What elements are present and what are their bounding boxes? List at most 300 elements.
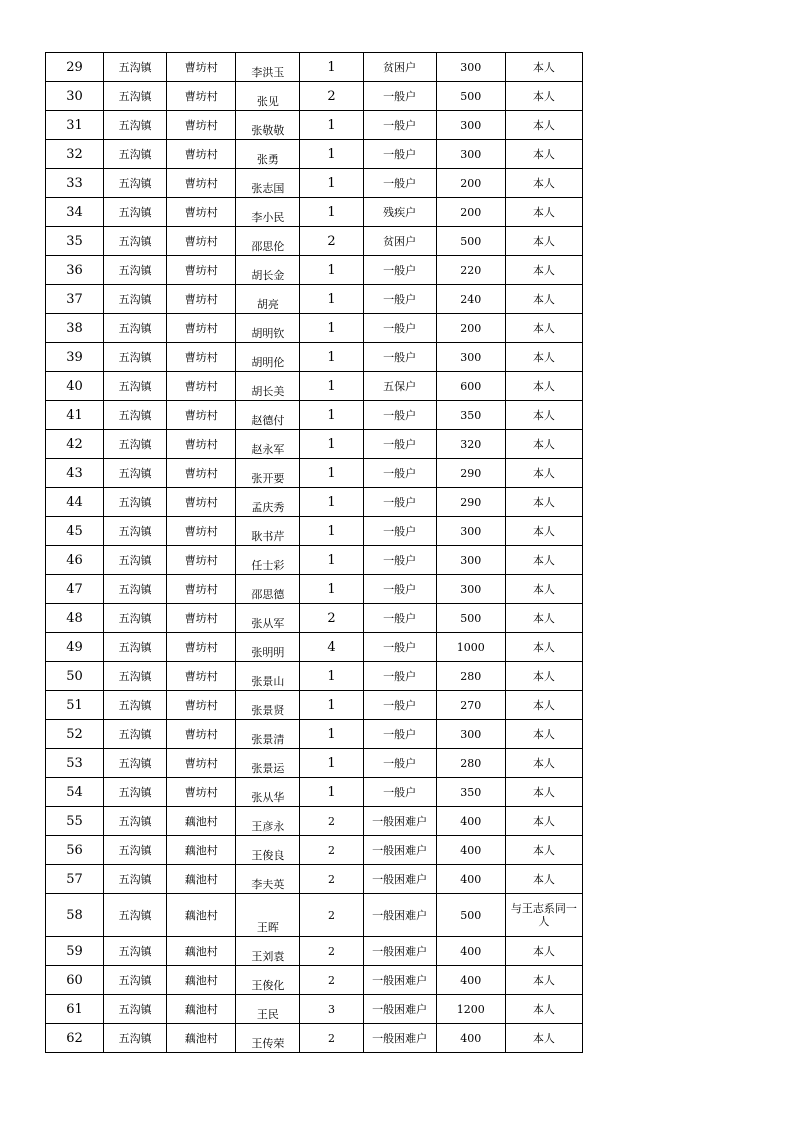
village-cell: 曹坊村 — [167, 720, 236, 749]
name-cell: 耿书芹 — [236, 517, 300, 546]
row-number: 45 — [46, 517, 104, 546]
town-cell: 五沟镇 — [104, 517, 167, 546]
name-cell: 王俊良 — [236, 836, 300, 865]
table-row — [46, 807, 583, 836]
row-number: 34 — [46, 198, 104, 227]
row-number: 33 — [46, 169, 104, 198]
note-cell: 本人 — [505, 995, 582, 1024]
table-row — [46, 937, 583, 966]
name-cell: 邵思德 — [236, 575, 300, 604]
category-cell: 一般户 — [363, 749, 436, 778]
household-count-cell: 2 — [300, 1024, 363, 1053]
category-cell: 一般困难户 — [363, 894, 436, 937]
amount-cell: 290 — [436, 459, 505, 488]
amount-cell: 350 — [436, 778, 505, 807]
category-cell: 一般户 — [363, 140, 436, 169]
household-count-cell: 2 — [300, 227, 363, 256]
household-count-cell: 1 — [300, 662, 363, 691]
town-cell: 五沟镇 — [104, 82, 167, 111]
village-cell: 曹坊村 — [167, 488, 236, 517]
amount-cell: 270 — [436, 691, 505, 720]
category-cell: 一般户 — [363, 633, 436, 662]
town-cell: 五沟镇 — [104, 966, 167, 995]
town-cell: 五沟镇 — [104, 256, 167, 285]
row-number: 40 — [46, 372, 104, 401]
category-cell: 一般户 — [363, 720, 436, 749]
table-row — [46, 430, 583, 459]
row-number: 49 — [46, 633, 104, 662]
row-number: 44 — [46, 488, 104, 517]
row-number: 29 — [46, 53, 104, 82]
name-cell: 胡长美 — [236, 372, 300, 401]
name-cell: 王传荣 — [236, 1024, 300, 1053]
village-cell: 曹坊村 — [167, 604, 236, 633]
town-cell: 五沟镇 — [104, 894, 167, 937]
table-row — [46, 575, 583, 604]
row-number: 50 — [46, 662, 104, 691]
note-cell: 本人 — [505, 430, 582, 459]
note-cell: 本人 — [505, 807, 582, 836]
amount-cell: 200 — [436, 169, 505, 198]
category-cell: 一般户 — [363, 662, 436, 691]
village-cell: 曹坊村 — [167, 314, 236, 343]
name-cell: 张敬敬 — [236, 111, 300, 140]
name-cell: 张勇 — [236, 140, 300, 169]
name-cell: 王彦永 — [236, 807, 300, 836]
name-cell: 孟庆秀 — [236, 488, 300, 517]
table-row — [46, 256, 583, 285]
row-number: 51 — [46, 691, 104, 720]
table-row — [46, 343, 583, 372]
household-count-cell: 3 — [300, 995, 363, 1024]
note-cell: 本人 — [505, 227, 582, 256]
category-cell: 一般户 — [363, 343, 436, 372]
category-cell: 一般户 — [363, 430, 436, 459]
village-cell: 藕池村 — [167, 995, 236, 1024]
village-cell: 藕池村 — [167, 937, 236, 966]
note-cell: 与王志系同一人 — [505, 894, 582, 937]
town-cell: 五沟镇 — [104, 865, 167, 894]
category-cell: 贫困户 — [363, 227, 436, 256]
category-cell: 一般困难户 — [363, 836, 436, 865]
category-cell: 一般户 — [363, 546, 436, 575]
village-cell: 曹坊村 — [167, 198, 236, 227]
note-cell: 本人 — [505, 372, 582, 401]
household-count-cell: 1 — [300, 488, 363, 517]
name-cell: 王刘袁 — [236, 937, 300, 966]
amount-cell: 300 — [436, 546, 505, 575]
town-cell: 五沟镇 — [104, 937, 167, 966]
category-cell: 一般户 — [363, 285, 436, 314]
household-count-cell: 2 — [300, 836, 363, 865]
household-count-cell: 1 — [300, 575, 363, 604]
town-cell: 五沟镇 — [104, 720, 167, 749]
table-row — [46, 778, 583, 807]
name-cell: 张志国 — [236, 169, 300, 198]
note-cell: 本人 — [505, 749, 582, 778]
row-number: 36 — [46, 256, 104, 285]
household-count-cell: 1 — [300, 285, 363, 314]
name-cell: 张开要 — [236, 459, 300, 488]
table-row — [46, 488, 583, 517]
town-cell: 五沟镇 — [104, 575, 167, 604]
table-row — [46, 372, 583, 401]
town-cell: 五沟镇 — [104, 691, 167, 720]
amount-cell: 300 — [436, 343, 505, 372]
household-count-cell: 1 — [300, 517, 363, 546]
note-cell: 本人 — [505, 459, 582, 488]
table-row — [46, 836, 583, 865]
town-cell: 五沟镇 — [104, 995, 167, 1024]
table-row — [46, 227, 583, 256]
name-cell: 李洪玉 — [236, 53, 300, 82]
town-cell: 五沟镇 — [104, 227, 167, 256]
table-row — [46, 459, 583, 488]
amount-cell: 320 — [436, 430, 505, 459]
household-count-cell: 1 — [300, 169, 363, 198]
amount-cell: 1000 — [436, 633, 505, 662]
table-row — [46, 1024, 583, 1053]
name-cell: 张从军 — [236, 604, 300, 633]
note-cell: 本人 — [505, 53, 582, 82]
note-cell: 本人 — [505, 720, 582, 749]
category-cell: 一般户 — [363, 517, 436, 546]
household-subsidy-table — [45, 52, 583, 1053]
row-number: 47 — [46, 575, 104, 604]
note-cell: 本人 — [505, 314, 582, 343]
row-number: 32 — [46, 140, 104, 169]
name-cell: 胡明伦 — [236, 343, 300, 372]
name-cell: 张从华 — [236, 778, 300, 807]
category-cell: 一般困难户 — [363, 966, 436, 995]
amount-cell: 400 — [436, 966, 505, 995]
table-row — [46, 285, 583, 314]
name-cell: 邵思伦 — [236, 227, 300, 256]
household-count-cell: 2 — [300, 937, 363, 966]
village-cell: 藕池村 — [167, 1024, 236, 1053]
village-cell: 曹坊村 — [167, 430, 236, 459]
row-number: 31 — [46, 111, 104, 140]
amount-cell: 1200 — [436, 995, 505, 1024]
town-cell: 五沟镇 — [104, 807, 167, 836]
row-number: 53 — [46, 749, 104, 778]
household-count-cell: 1 — [300, 546, 363, 575]
category-cell: 一般户 — [363, 778, 436, 807]
table-row — [46, 865, 583, 894]
village-cell: 曹坊村 — [167, 401, 236, 430]
name-cell: 张明明 — [236, 633, 300, 662]
village-cell: 曹坊村 — [167, 546, 236, 575]
category-cell: 一般户 — [363, 82, 436, 111]
town-cell: 五沟镇 — [104, 343, 167, 372]
name-cell: 胡长金 — [236, 256, 300, 285]
category-cell: 一般户 — [363, 691, 436, 720]
row-number: 48 — [46, 604, 104, 633]
table-row — [46, 662, 583, 691]
household-count-cell: 1 — [300, 691, 363, 720]
town-cell: 五沟镇 — [104, 111, 167, 140]
note-cell: 本人 — [505, 140, 582, 169]
village-cell: 藕池村 — [167, 836, 236, 865]
note-cell: 本人 — [505, 285, 582, 314]
category-cell: 贫困户 — [363, 53, 436, 82]
row-number: 38 — [46, 314, 104, 343]
town-cell: 五沟镇 — [104, 401, 167, 430]
row-number: 30 — [46, 82, 104, 111]
name-cell: 王晖 — [236, 894, 300, 937]
category-cell: 残疾户 — [363, 198, 436, 227]
village-cell: 曹坊村 — [167, 82, 236, 111]
town-cell: 五沟镇 — [104, 633, 167, 662]
table-row — [46, 517, 583, 546]
amount-cell: 300 — [436, 575, 505, 604]
village-cell: 曹坊村 — [167, 343, 236, 372]
amount-cell: 240 — [436, 285, 505, 314]
row-number: 55 — [46, 807, 104, 836]
row-number: 43 — [46, 459, 104, 488]
row-number: 60 — [46, 966, 104, 995]
note-cell: 本人 — [505, 662, 582, 691]
amount-cell: 280 — [436, 662, 505, 691]
amount-cell: 400 — [436, 1024, 505, 1053]
note-cell: 本人 — [505, 343, 582, 372]
category-cell: 一般户 — [363, 256, 436, 285]
amount-cell: 300 — [436, 53, 505, 82]
village-cell: 曹坊村 — [167, 111, 236, 140]
category-cell: 一般户 — [363, 575, 436, 604]
row-number: 59 — [46, 937, 104, 966]
table-row — [46, 966, 583, 995]
note-cell: 本人 — [505, 546, 582, 575]
household-count-cell: 1 — [300, 343, 363, 372]
category-cell: 一般户 — [363, 488, 436, 517]
village-cell: 曹坊村 — [167, 575, 236, 604]
category-cell: 一般困难户 — [363, 937, 436, 966]
table-row — [46, 894, 583, 937]
village-cell: 藕池村 — [167, 865, 236, 894]
row-number: 35 — [46, 227, 104, 256]
town-cell: 五沟镇 — [104, 778, 167, 807]
household-count-cell: 2 — [300, 604, 363, 633]
town-cell: 五沟镇 — [104, 749, 167, 778]
table-row — [46, 314, 583, 343]
category-cell: 一般困难户 — [363, 1024, 436, 1053]
name-cell: 张见 — [236, 82, 300, 111]
amount-cell: 280 — [436, 749, 505, 778]
household-count-cell: 2 — [300, 82, 363, 111]
row-number: 41 — [46, 401, 104, 430]
name-cell: 张景清 — [236, 720, 300, 749]
town-cell: 五沟镇 — [104, 836, 167, 865]
household-count-cell: 2 — [300, 865, 363, 894]
household-count-cell: 1 — [300, 372, 363, 401]
household-count-cell: 1 — [300, 198, 363, 227]
village-cell: 曹坊村 — [167, 285, 236, 314]
table-row — [46, 169, 583, 198]
town-cell: 五沟镇 — [104, 488, 167, 517]
category-cell: 一般户 — [363, 401, 436, 430]
row-number: 39 — [46, 343, 104, 372]
amount-cell: 350 — [436, 401, 505, 430]
household-count-cell: 1 — [300, 314, 363, 343]
category-cell: 一般户 — [363, 604, 436, 633]
amount-cell: 200 — [436, 314, 505, 343]
table-row — [46, 401, 583, 430]
row-number: 46 — [46, 546, 104, 575]
town-cell: 五沟镇 — [104, 198, 167, 227]
town-cell: 五沟镇 — [104, 604, 167, 633]
town-cell: 五沟镇 — [104, 372, 167, 401]
household-count-cell: 1 — [300, 430, 363, 459]
amount-cell: 300 — [436, 111, 505, 140]
row-number: 58 — [46, 894, 104, 937]
note-cell: 本人 — [505, 198, 582, 227]
village-cell: 藕池村 — [167, 966, 236, 995]
household-count-cell: 1 — [300, 778, 363, 807]
name-cell: 王俊化 — [236, 966, 300, 995]
table-row — [46, 53, 583, 82]
household-count-cell: 1 — [300, 401, 363, 430]
town-cell: 五沟镇 — [104, 459, 167, 488]
table-row — [46, 140, 583, 169]
household-count-cell: 2 — [300, 894, 363, 937]
note-cell: 本人 — [505, 82, 582, 111]
village-cell: 曹坊村 — [167, 517, 236, 546]
household-count-cell: 1 — [300, 111, 363, 140]
row-number: 56 — [46, 836, 104, 865]
note-cell: 本人 — [505, 633, 582, 662]
category-cell: 一般户 — [363, 111, 436, 140]
town-cell: 五沟镇 — [104, 546, 167, 575]
name-cell: 王民 — [236, 995, 300, 1024]
note-cell: 本人 — [505, 836, 582, 865]
name-cell: 张景运 — [236, 749, 300, 778]
town-cell: 五沟镇 — [104, 140, 167, 169]
amount-cell: 400 — [436, 807, 505, 836]
amount-cell: 500 — [436, 604, 505, 633]
amount-cell: 400 — [436, 865, 505, 894]
table-row — [46, 82, 583, 111]
note-cell: 本人 — [505, 865, 582, 894]
name-cell: 李夫英 — [236, 865, 300, 894]
amount-cell: 500 — [436, 894, 505, 937]
category-cell: 一般户 — [363, 459, 436, 488]
row-number: 42 — [46, 430, 104, 459]
table-row — [46, 691, 583, 720]
note-cell: 本人 — [505, 256, 582, 285]
table-row — [46, 995, 583, 1024]
row-number: 37 — [46, 285, 104, 314]
category-cell: 一般户 — [363, 314, 436, 343]
note-cell: 本人 — [505, 401, 582, 430]
town-cell: 五沟镇 — [104, 1024, 167, 1053]
town-cell: 五沟镇 — [104, 430, 167, 459]
category-cell: 一般困难户 — [363, 807, 436, 836]
amount-cell: 400 — [436, 836, 505, 865]
household-count-cell: 1 — [300, 140, 363, 169]
village-cell: 曹坊村 — [167, 140, 236, 169]
amount-cell: 200 — [436, 198, 505, 227]
row-number: 52 — [46, 720, 104, 749]
name-cell: 赵德付 — [236, 401, 300, 430]
table-row — [46, 720, 583, 749]
household-count-cell: 2 — [300, 966, 363, 995]
village-cell: 曹坊村 — [167, 662, 236, 691]
village-cell: 藕池村 — [167, 894, 236, 937]
note-cell: 本人 — [505, 575, 582, 604]
village-cell: 曹坊村 — [167, 778, 236, 807]
town-cell: 五沟镇 — [104, 169, 167, 198]
amount-cell: 400 — [436, 937, 505, 966]
row-number: 61 — [46, 995, 104, 1024]
household-count-cell: 1 — [300, 459, 363, 488]
note-cell: 本人 — [505, 966, 582, 995]
amount-cell: 220 — [436, 256, 505, 285]
town-cell: 五沟镇 — [104, 53, 167, 82]
village-cell: 曹坊村 — [167, 227, 236, 256]
table-row — [46, 749, 583, 778]
table-row — [46, 111, 583, 140]
row-number: 54 — [46, 778, 104, 807]
table-body — [46, 53, 583, 1053]
note-cell: 本人 — [505, 111, 582, 140]
table-row — [46, 633, 583, 662]
town-cell: 五沟镇 — [104, 314, 167, 343]
town-cell: 五沟镇 — [104, 662, 167, 691]
table-row — [46, 546, 583, 575]
town-cell: 五沟镇 — [104, 285, 167, 314]
amount-cell: 300 — [436, 720, 505, 749]
village-cell: 曹坊村 — [167, 633, 236, 662]
village-cell: 曹坊村 — [167, 169, 236, 198]
household-count-cell: 1 — [300, 256, 363, 285]
household-count-cell: 4 — [300, 633, 363, 662]
category-cell: 一般户 — [363, 169, 436, 198]
category-cell: 五保户 — [363, 372, 436, 401]
row-number: 57 — [46, 865, 104, 894]
village-cell: 曹坊村 — [167, 256, 236, 285]
name-cell: 胡亮 — [236, 285, 300, 314]
village-cell: 曹坊村 — [167, 53, 236, 82]
amount-cell: 500 — [436, 227, 505, 256]
household-count-cell: 1 — [300, 53, 363, 82]
note-cell: 本人 — [505, 1024, 582, 1053]
name-cell: 任士彩 — [236, 546, 300, 575]
village-cell: 曹坊村 — [167, 372, 236, 401]
note-cell: 本人 — [505, 517, 582, 546]
table-row — [46, 198, 583, 227]
name-cell: 张景山 — [236, 662, 300, 691]
household-count-cell: 2 — [300, 807, 363, 836]
name-cell: 张景贤 — [236, 691, 300, 720]
household-count-cell: 1 — [300, 720, 363, 749]
category-cell: 一般困难户 — [363, 995, 436, 1024]
note-cell: 本人 — [505, 778, 582, 807]
note-cell: 本人 — [505, 691, 582, 720]
note-cell: 本人 — [505, 604, 582, 633]
note-cell: 本人 — [505, 169, 582, 198]
village-cell: 曹坊村 — [167, 459, 236, 488]
category-cell: 一般困难户 — [363, 865, 436, 894]
name-cell: 李小民 — [236, 198, 300, 227]
village-cell: 曹坊村 — [167, 749, 236, 778]
name-cell: 赵永军 — [236, 430, 300, 459]
row-number: 62 — [46, 1024, 104, 1053]
village-cell: 藕池村 — [167, 807, 236, 836]
amount-cell: 300 — [436, 140, 505, 169]
name-cell: 胡明钦 — [236, 314, 300, 343]
note-cell: 本人 — [505, 937, 582, 966]
